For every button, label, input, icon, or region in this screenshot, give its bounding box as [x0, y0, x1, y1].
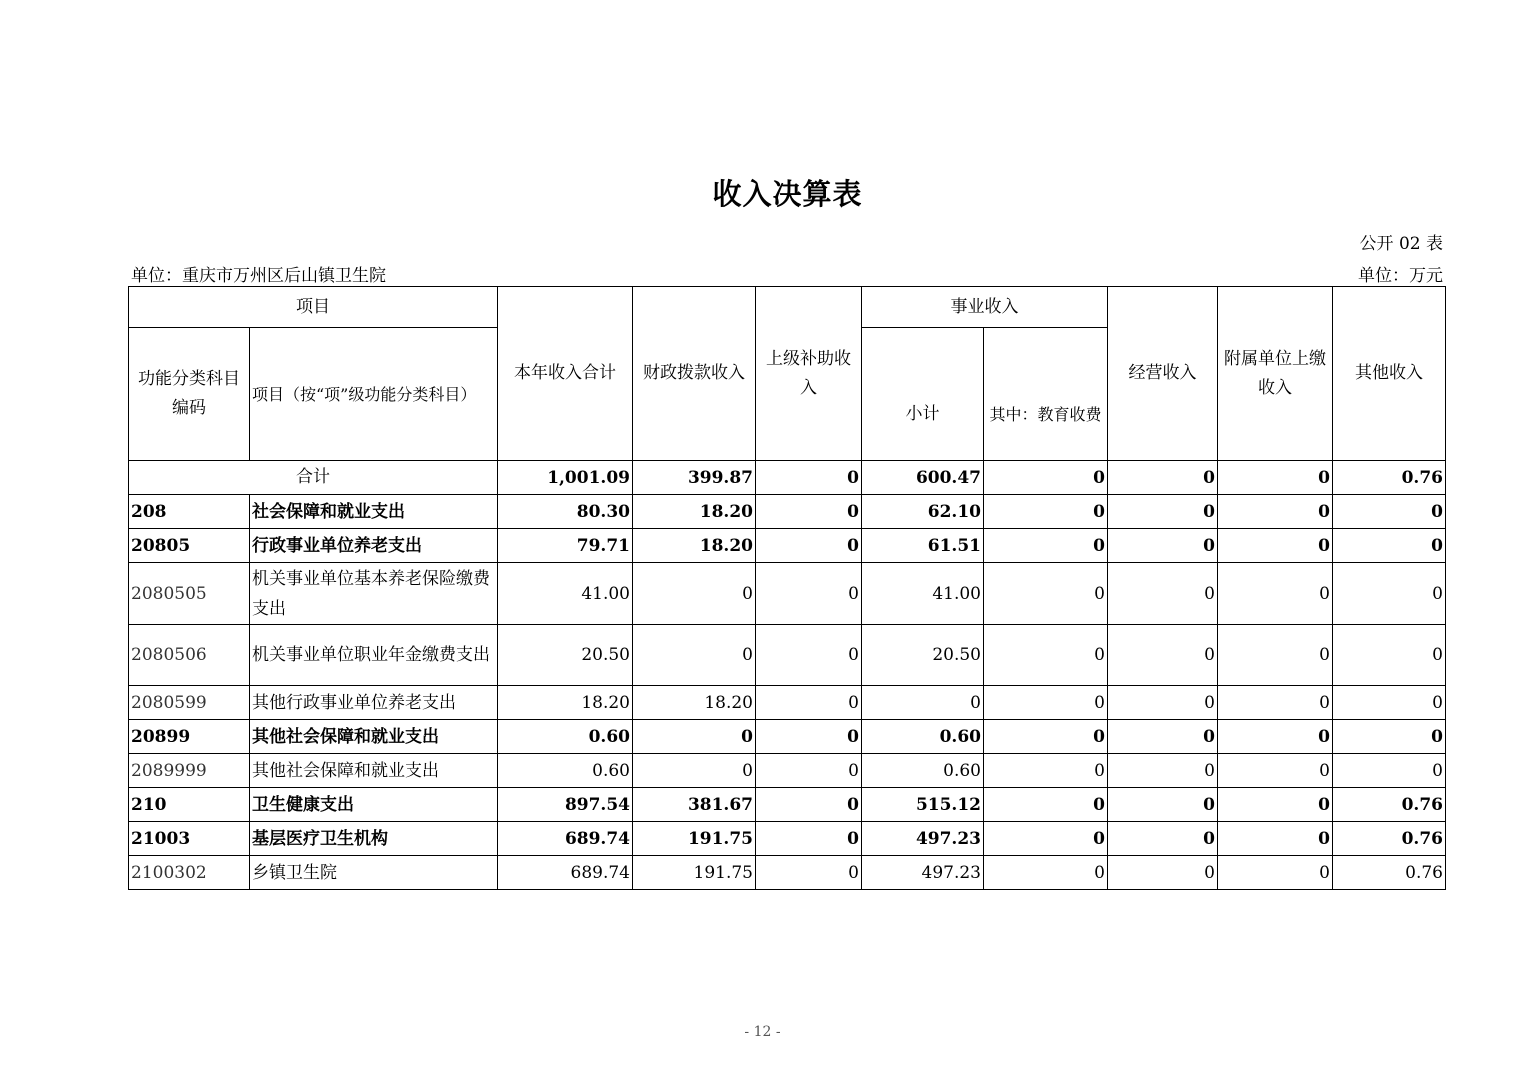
row-value-cell: 0 [756, 788, 862, 822]
row-value-cell: 515.12 [862, 788, 984, 822]
row-value-cell: 79.71 [498, 529, 633, 563]
total-cell: 399.87 [633, 461, 756, 495]
row-value-cell: 18.20 [633, 686, 756, 720]
row-value-cell: 0 [1108, 856, 1218, 890]
table-row [129, 563, 1446, 625]
total-row [129, 461, 1446, 495]
total-cell: 0.76 [1333, 461, 1446, 495]
row-value-cell: 0 [633, 563, 756, 625]
row-value-cell: 689.74 [498, 856, 633, 890]
table-row [129, 686, 1446, 720]
row-value-cell: 0 [984, 788, 1108, 822]
row-value-cell: 0.60 [862, 720, 984, 754]
table-row [129, 856, 1446, 890]
row-value-cell: 20.50 [498, 625, 633, 686]
row-value-cell: 0 [633, 720, 756, 754]
header-func-code: 功能分类科目编码 [129, 328, 250, 461]
header-fiscal: 财政拨款收入 [633, 287, 756, 461]
row-name: 机关事业单位职业年金缴费支出 [250, 625, 498, 686]
row-value-cell: 0 [984, 686, 1108, 720]
table-row [129, 529, 1446, 563]
row-value-cell: 20.50 [862, 625, 984, 686]
row-value-cell: 0 [1218, 822, 1333, 856]
row-value-cell: 0 [1218, 625, 1333, 686]
form-number: 公开 02 表 [1359, 234, 1443, 254]
row-code: 2080506 [129, 625, 250, 686]
row-value-cell: 0 [756, 495, 862, 529]
row-value-cell: 41.00 [862, 563, 984, 625]
header-subtotal: 小计 [862, 328, 984, 461]
row-value-cell: 191.75 [633, 856, 756, 890]
row-value-cell: 0 [984, 625, 1108, 686]
total-cell: 600.47 [862, 461, 984, 495]
row-code: 2080505 [129, 563, 250, 625]
row-value-cell: 0 [1108, 625, 1218, 686]
row-code: 20899 [129, 720, 250, 754]
row-value-cell: 0 [862, 686, 984, 720]
row-code: 2080599 [129, 686, 250, 720]
row-code: 2100302 [129, 856, 250, 890]
row-value-cell: 0 [1108, 788, 1218, 822]
row-value-cell: 0 [1108, 495, 1218, 529]
row-value-cell: 0 [984, 856, 1108, 890]
header-education: 其中：教育收费 [984, 328, 1108, 461]
row-name: 社会保障和就业支出 [250, 495, 498, 529]
row-value-cell: 381.67 [633, 788, 756, 822]
row-value-cell: 689.74 [498, 822, 633, 856]
row-value-cell: 0 [1218, 529, 1333, 563]
row-value-cell: 18.20 [633, 495, 756, 529]
row-name: 行政事业单位养老支出 [250, 529, 498, 563]
total-cell: 0 [984, 461, 1108, 495]
row-value-cell: 0 [984, 754, 1108, 788]
row-name: 其他社会保障和就业支出 [250, 754, 498, 788]
row-value-cell: 0 [756, 720, 862, 754]
row-value-cell: 41.00 [498, 563, 633, 625]
header-project-name: 项目（按“项”级功能分类科目） [250, 328, 498, 461]
row-value-cell: 0.76 [1333, 822, 1446, 856]
table-row [129, 495, 1446, 529]
header-total: 本年收入合计 [498, 287, 633, 461]
total-cell: 1,001.09 [498, 461, 633, 495]
row-value-cell: 0 [984, 495, 1108, 529]
row-value-cell: 0 [756, 625, 862, 686]
row-code: 20805 [129, 529, 250, 563]
row-value-cell: 0 [1333, 720, 1446, 754]
row-code: 208 [129, 495, 250, 529]
unit-name: 单位：重庆市万州区后山镇卫生院 [131, 266, 386, 286]
row-value-cell: 0 [1333, 754, 1446, 788]
row-value-cell: 0 [1108, 563, 1218, 625]
header-business: 事业收入 [862, 287, 1108, 328]
row-value-cell: 191.75 [633, 822, 756, 856]
row-value-cell: 18.20 [633, 529, 756, 563]
row-value-cell: 0 [1218, 856, 1333, 890]
row-value-cell: 0 [984, 822, 1108, 856]
row-code: 2089999 [129, 754, 250, 788]
currency-unit: 单位：万元 [1358, 266, 1443, 286]
row-value-cell: 0 [984, 720, 1108, 754]
row-value-cell: 18.20 [498, 686, 633, 720]
page-number: - 12 - [744, 1024, 781, 1040]
row-value-cell: 0 [633, 625, 756, 686]
row-value-cell: 0.76 [1333, 788, 1446, 822]
header-other: 其他收入 [1333, 287, 1446, 461]
row-code: 210 [129, 788, 250, 822]
row-name: 乡镇卫生院 [250, 856, 498, 890]
row-value-cell: 897.54 [498, 788, 633, 822]
row-value-cell: 0 [1108, 754, 1218, 788]
row-value-cell: 0 [756, 563, 862, 625]
row-name: 其他社会保障和就业支出 [250, 720, 498, 754]
row-value-cell: 0.60 [862, 754, 984, 788]
row-value-cell: 0 [1218, 720, 1333, 754]
row-value-cell: 0 [1333, 529, 1446, 563]
row-value-cell: 0 [1218, 754, 1333, 788]
row-code: 21003 [129, 822, 250, 856]
row-value-cell: 0 [756, 856, 862, 890]
income-table [128, 286, 1446, 890]
row-name: 机关事业单位基本养老保险缴费支出 [250, 563, 498, 625]
row-value-cell: 0 [1218, 563, 1333, 625]
table-row [129, 788, 1446, 822]
row-value-cell: 0 [1218, 788, 1333, 822]
row-value-cell: 80.30 [498, 495, 633, 529]
row-value-cell: 0 [756, 822, 862, 856]
table-row [129, 625, 1446, 686]
row-value-cell: 0.76 [1333, 856, 1446, 890]
table-row [129, 754, 1446, 788]
row-value-cell: 0 [1218, 686, 1333, 720]
row-value-cell: 61.51 [862, 529, 984, 563]
row-value-cell: 0 [1333, 625, 1446, 686]
row-value-cell: 0 [756, 686, 862, 720]
row-value-cell: 0 [1218, 495, 1333, 529]
row-value-cell: 0.60 [498, 754, 633, 788]
total-cell: 0 [1218, 461, 1333, 495]
row-value-cell: 0 [756, 529, 862, 563]
row-value-cell: 0 [1108, 686, 1218, 720]
table-row [129, 720, 1446, 754]
total-cell: 0 [756, 461, 862, 495]
row-value-cell: 0 [1108, 529, 1218, 563]
row-value-cell: 0 [1108, 822, 1218, 856]
row-value-cell: 62.10 [862, 495, 984, 529]
header-superior: 上级补助收入 [756, 287, 862, 461]
total-label: 合计 [129, 461, 498, 495]
page-title: 收入决算表 [712, 177, 863, 211]
table-row [129, 822, 1446, 856]
row-value-cell: 0 [984, 529, 1108, 563]
total-cell: 0 [1108, 461, 1218, 495]
row-value-cell: 0 [1333, 563, 1446, 625]
row-value-cell: 0 [756, 754, 862, 788]
header-operating: 经营收入 [1108, 287, 1218, 461]
row-value-cell: 0 [1108, 720, 1218, 754]
row-name: 卫生健康支出 [250, 788, 498, 822]
row-value-cell: 0 [633, 754, 756, 788]
row-value-cell: 497.23 [862, 822, 984, 856]
row-value-cell: 0 [984, 563, 1108, 625]
header-affiliated: 附属单位上缴收入 [1218, 287, 1333, 461]
row-name: 基层医疗卫生机构 [250, 822, 498, 856]
row-value-cell: 0 [1333, 495, 1446, 529]
row-value-cell: 497.23 [862, 856, 984, 890]
row-value-cell: 0 [1333, 686, 1446, 720]
row-name: 其他行政事业单位养老支出 [250, 686, 498, 720]
row-value-cell: 0.60 [498, 720, 633, 754]
header-project: 项目 [129, 287, 498, 328]
